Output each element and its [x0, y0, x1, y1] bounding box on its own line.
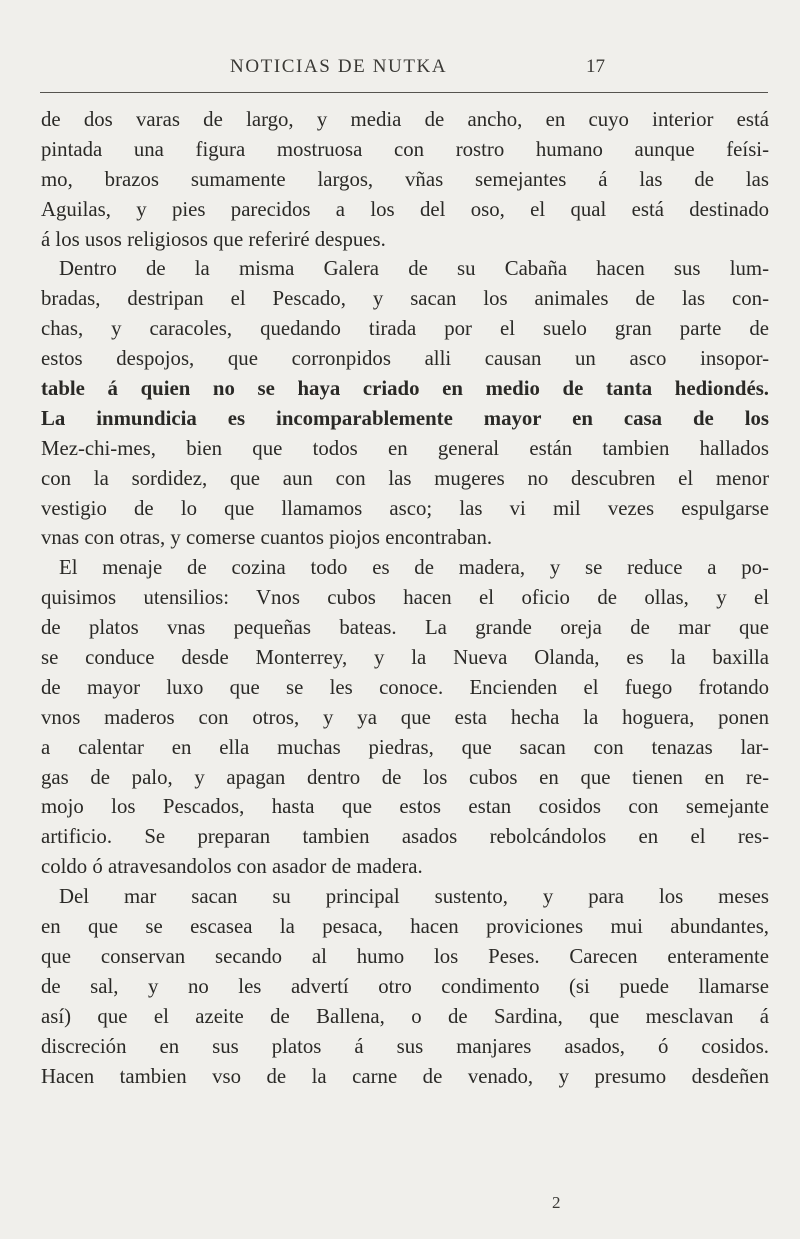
text-line: de sal, y no les advertí otro condimento (si puede llamarse	[41, 974, 769, 998]
body-text	[41, 105, 769, 1091]
text-line: que conservan secando al humo los Peses. Carecen enteramente	[41, 944, 769, 968]
text-line: chas, y caracoles, quedando tirada por el suelo gran parte de	[41, 317, 769, 341]
text-line: Mez-chi-mes, bien que todos en general están tambien hallados	[41, 436, 769, 460]
text-line: estos despojos, que corronpidos alli causan un asco insopor-	[41, 347, 769, 371]
text-line: así) que el azeite de Ballena, o de Sardina, que mesclavan á	[41, 1004, 769, 1028]
text-line: con la sordidez, que aun con las mugeres no descubren el menor	[41, 466, 769, 490]
text-line: coldo ó atravesandolos con asador de madera.	[41, 855, 423, 879]
text-line: Del mar sacan su principal sustento, y para los meses	[59, 885, 769, 909]
paragraph-3	[41, 553, 769, 882]
text-line: vnos maderos con otros, y ya que esta hecha la hoguera, ponen	[41, 705, 769, 729]
signature-mark: 2	[552, 1193, 561, 1212]
header-rule	[40, 92, 768, 93]
text-line: Aguilas, y pies parecidos a los del oso, el qual está destinado	[41, 197, 769, 221]
text-line: de platos vnas pequeñas bateas. La grande oreja de mar que	[41, 616, 769, 640]
text-line: en que se escasea la pesaca, hacen proviciones mui abundantes,	[41, 915, 769, 939]
text-line: pintada una figura mostruosa con rostro humano aunque feísi-	[41, 137, 769, 161]
page-number: 17	[586, 56, 605, 77]
text-line: quisimos utensilios: Vnos cubos hacen el oficio de ollas, y el	[41, 586, 769, 610]
text-line: á los usos religiosos que referiré despues.	[41, 227, 386, 251]
text-line: vnas con otras, y comerse cuantos piojos encontraban.	[41, 526, 493, 550]
text-line: discreción en sus platos á sus manjares asados, ó cosidos.	[41, 1034, 769, 1058]
text-line: a calentar en ella muchas piedras, que sacan con tenazas lar-	[41, 735, 769, 759]
text-line: bradas, destripan el Pescado, y sacan los animales de las con-	[41, 287, 769, 311]
text-line: table á quien no se haya criado en medio de tanta hediondés.	[41, 377, 769, 401]
text-line: La inmundicia es incomparablemente mayor en casa de los	[41, 406, 769, 430]
paragraph-4	[41, 882, 769, 1091]
text-line: artificio. Se preparan tambien asados rebolcándolos en el res-	[41, 825, 769, 849]
text-line: vestigio de lo que llamamos asco; las vi mil vezes espulgarse	[41, 496, 769, 520]
text-line: mojo los Pescados, hasta que estos estan cosidos con semejante	[41, 795, 769, 819]
text-line: Dentro de la misma Galera de su Cabaña hacen sus lum-	[59, 257, 769, 281]
text-line: El menaje de cozina todo es de madera, y se reduce a po-	[59, 556, 769, 580]
text-line: Hacen tambien vso de la carne de venado, y presumo desdeñen	[41, 1064, 769, 1088]
running-title: NOTICIAS DE NUTKA	[230, 56, 448, 77]
text-line: de dos varas de largo, y media de ancho, en cuyo interior está	[41, 108, 769, 131]
text-line: gas de palo, y apagan dentro de los cubos en que tienen en re-	[41, 765, 769, 789]
running-head	[30, 56, 770, 86]
paragraph-1	[41, 105, 769, 254]
text-line: mo, brazos sumamente largos, vñas semejantes á las de las	[41, 167, 769, 191]
text-line: se conduce desde Monterrey, y la Nueva Olanda, es la baxilla	[41, 646, 769, 670]
text-line: de mayor luxo que se les conoce. Encienden el fuego frotando	[41, 675, 769, 699]
paragraph-2	[41, 254, 769, 553]
